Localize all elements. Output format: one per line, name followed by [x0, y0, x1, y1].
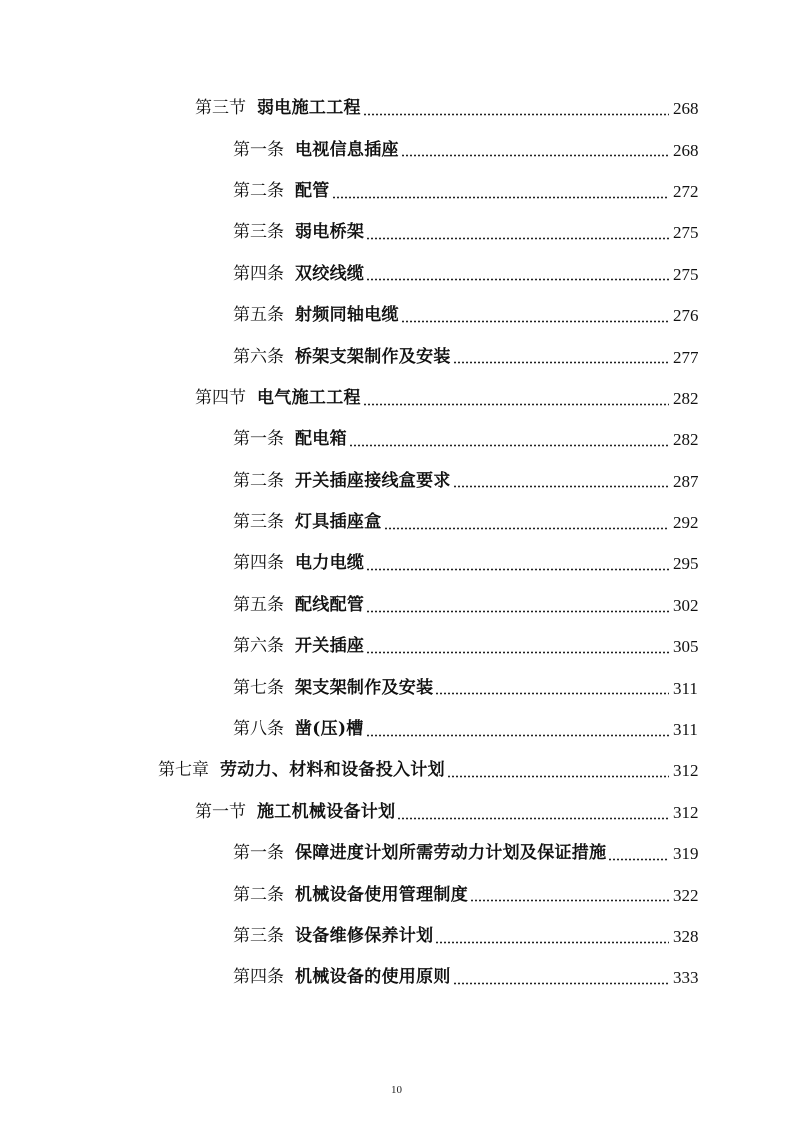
table-of-contents	[0, 88, 793, 999]
toc-entry-prefix: 第三条	[233, 926, 284, 946]
toc-entry[interactable]	[0, 295, 793, 336]
toc-entry[interactable]	[0, 585, 793, 626]
toc-entry-prefix: 第七条	[233, 677, 284, 698]
toc-entry-page: 268	[673, 140, 699, 160]
toc-entry-prefix: 第六条	[233, 346, 284, 367]
toc-entry-page: 328	[673, 927, 699, 946]
dot-leader	[608, 844, 669, 864]
toc-entry-title: 劳动力、材料和设备投入计划	[220, 760, 445, 781]
toc-entry-page: 311	[673, 720, 698, 740]
toc-entry-title: 开关插座接线盒要求	[295, 470, 451, 491]
dot-leader	[401, 305, 669, 325]
toc-entry[interactable]	[0, 792, 793, 833]
toc-entry[interactable]	[0, 833, 793, 874]
toc-entry-prefix: 第六条	[233, 636, 284, 657]
toc-entry-page: 305	[673, 637, 699, 657]
dot-leader	[453, 347, 669, 367]
toc-entry-prefix: 第四条	[233, 967, 284, 988]
toc-entry-prefix: 第二条	[233, 470, 284, 491]
toc-entry[interactable]	[0, 129, 793, 170]
toc-entry-title: 凿(压)槽	[295, 719, 364, 740]
toc-entry-title: 灯具插座盒	[295, 512, 382, 533]
toc-entry-page: 292	[673, 513, 699, 533]
toc-entry-prefix: 第二条	[233, 180, 284, 201]
toc-entry-page: 312	[673, 761, 699, 781]
toc-entry[interactable]	[0, 378, 793, 419]
toc-entry-prefix: 第三节	[195, 98, 246, 119]
dot-leader	[401, 140, 669, 160]
toc-entry-prefix: 第一条	[233, 843, 284, 864]
dot-leader	[366, 595, 669, 615]
toc-entry-title: 配线配管	[295, 594, 365, 615]
toc-entry-title: 射频同轴电缆	[295, 305, 399, 326]
toc-entry-prefix: 第一条	[233, 429, 284, 450]
toc-entry-title: 保障进度计划所需劳动力计划及保证措施	[295, 843, 607, 864]
toc-entry-prefix: 第七章	[158, 760, 209, 781]
toc-entry-page: 282	[673, 430, 699, 450]
toc-entry-title: 设备维修保养计划	[295, 926, 434, 946]
dot-leader	[453, 471, 669, 491]
dot-leader	[366, 223, 669, 243]
dot-leader	[470, 885, 669, 905]
toc-entry-title: 桥架支架制作及安装	[295, 346, 451, 367]
toc-entry-title: 弱电施工工程	[257, 98, 361, 119]
toc-entry[interactable]	[0, 750, 793, 791]
toc-entry-title: 弱电桥架	[295, 222, 365, 243]
dot-leader	[384, 512, 670, 532]
toc-entry-page: 275	[673, 223, 699, 243]
toc-entry-page: 276	[673, 306, 699, 326]
toc-entry-page: 295	[673, 554, 699, 574]
dot-leader	[453, 968, 669, 988]
dot-leader	[397, 802, 669, 822]
dot-leader	[363, 388, 669, 408]
toc-entry-page: 268	[673, 99, 699, 119]
toc-entry-page: 277	[673, 347, 699, 367]
page-number: 10	[391, 1084, 402, 1096]
toc-entry[interactable]	[0, 88, 793, 129]
dot-leader	[363, 99, 669, 119]
toc-entry-title: 电视信息插座	[295, 139, 399, 160]
toc-entry[interactable]	[0, 419, 793, 460]
dot-leader	[332, 181, 669, 201]
toc-entry-title: 架支架制作及安装	[295, 677, 434, 698]
toc-entry-page: 319	[673, 844, 699, 864]
toc-entry[interactable]	[0, 916, 793, 957]
toc-entry-title: 配管	[295, 180, 330, 201]
toc-entry[interactable]	[0, 667, 793, 708]
toc-entry-prefix: 第五条	[233, 305, 284, 326]
toc-entry[interactable]	[0, 874, 793, 915]
toc-entry[interactable]	[0, 254, 793, 295]
toc-entry-page: 312	[673, 802, 699, 822]
toc-entry-prefix: 第五条	[233, 594, 284, 615]
dot-leader	[349, 430, 669, 450]
toc-entry-title: 机械设备的使用原则	[295, 967, 451, 988]
toc-entry-prefix: 第四条	[233, 553, 284, 574]
toc-entry-title: 双绞线缆	[295, 263, 365, 284]
toc-entry-page: 333	[673, 968, 699, 988]
toc-entry-prefix: 第一节	[195, 801, 246, 822]
toc-entry-prefix: 第三条	[233, 512, 284, 533]
toc-entry[interactable]	[0, 626, 793, 667]
toc-entry-page: 311	[673, 678, 698, 698]
dot-leader	[366, 637, 669, 657]
toc-entry-page: 272	[673, 181, 699, 201]
toc-entry-page: 275	[673, 264, 699, 284]
dot-leader	[447, 761, 669, 781]
toc-entry[interactable]	[0, 212, 793, 253]
toc-entry[interactable]	[0, 957, 793, 998]
toc-entry[interactable]	[0, 171, 793, 212]
dot-leader	[366, 719, 669, 739]
dot-leader	[366, 264, 669, 284]
toc-entry[interactable]	[0, 461, 793, 502]
toc-entry-page: 322	[673, 885, 699, 905]
toc-entry-title: 配电箱	[295, 429, 347, 450]
toc-entry[interactable]	[0, 543, 793, 584]
toc-entry-prefix: 第二条	[233, 884, 284, 905]
toc-entry-title: 电力电缆	[295, 553, 365, 574]
toc-entry-title: 开关插座	[295, 636, 365, 657]
toc-entry-title: 电气施工工程	[257, 387, 361, 408]
toc-entry-page: 302	[673, 595, 699, 615]
toc-entry-prefix: 第八条	[233, 719, 284, 740]
toc-entry[interactable]	[0, 336, 793, 377]
toc-entry-title: 施工机械设备计划	[257, 801, 396, 822]
toc-entry-title: 机械设备使用管理制度	[295, 884, 468, 905]
toc-entry[interactable]	[0, 502, 793, 543]
dot-leader	[435, 926, 669, 946]
toc-entry-prefix: 第三条	[233, 222, 284, 243]
toc-entry[interactable]	[0, 709, 793, 750]
toc-entry-page: 287	[673, 471, 699, 491]
toc-entry-prefix: 第四条	[233, 263, 284, 284]
toc-entry-prefix: 第一条	[233, 139, 284, 160]
toc-entry-page: 282	[673, 388, 699, 408]
toc-entry-prefix: 第四节	[195, 387, 246, 408]
dot-leader	[435, 678, 669, 698]
dot-leader	[366, 554, 669, 574]
